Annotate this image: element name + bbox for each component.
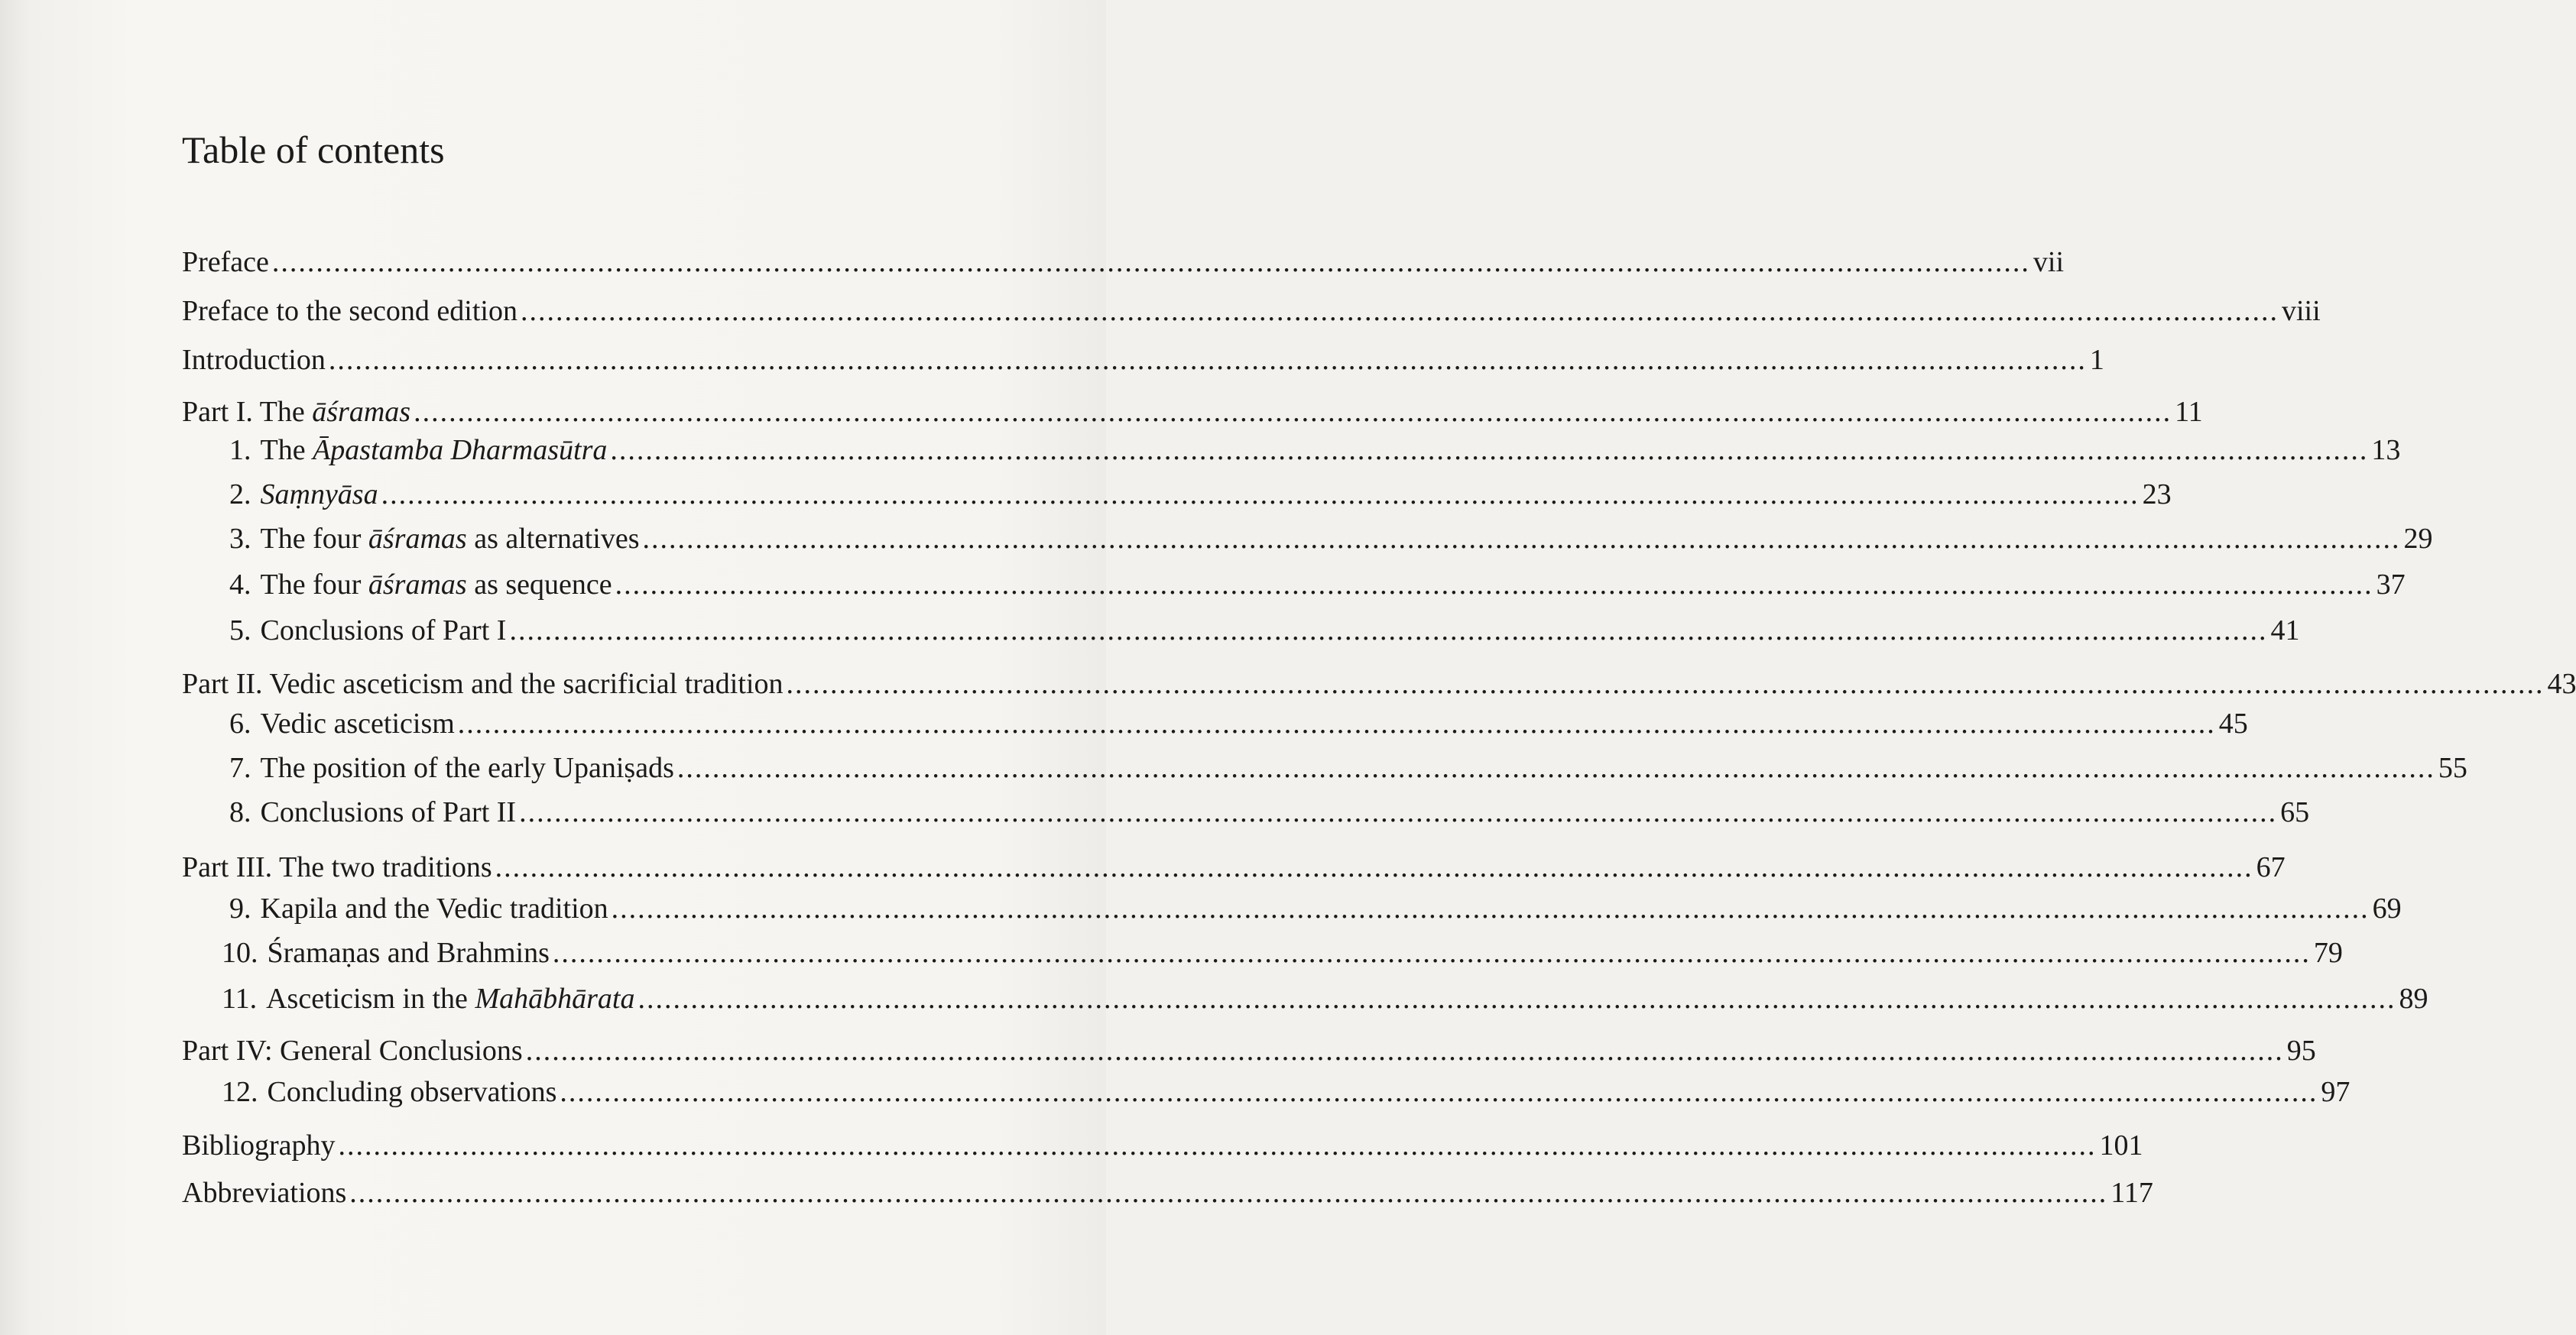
toc-entry-label xyxy=(229,475,378,514)
toc-entry-text: The xyxy=(260,434,313,466)
page-number: 43 xyxy=(2547,668,2576,700)
dot-leader: ........................................................................................................................................................................................................ xyxy=(519,796,2278,828)
toc-entry xyxy=(229,705,2248,743)
page-number: 89 xyxy=(2399,983,2428,1015)
page-number: 37 xyxy=(2376,569,2406,601)
dot-leader: ........................................................................................................................................................................................................ xyxy=(495,851,2253,883)
dot-leader: ........................................................................................................................................................................................................ xyxy=(271,246,2030,278)
toc-entry-text-after: as alternatives xyxy=(466,523,640,555)
toc-entry-text: Part III. The two traditions xyxy=(182,851,492,883)
dot-leader: ........................................................................................................................................................................................................ xyxy=(520,295,2279,327)
chapter-number: 4. xyxy=(229,569,251,601)
dot-leader: ........................................................................................................................................................................................................ xyxy=(381,478,2140,510)
dot-leader: ........................................................................................................................................................................................................ xyxy=(552,937,2311,969)
toc-entry-text: The position of the early Upaniṣads xyxy=(260,752,674,784)
chapter-number: 3. xyxy=(229,523,251,555)
toc-entry-label xyxy=(229,793,516,831)
page-title: Table of contents xyxy=(182,128,445,171)
dot-leader: ........................................................................................................................................................................................................ xyxy=(560,1076,2318,1108)
toc-entry-italic-text: āśramas xyxy=(312,396,411,428)
page-number: 23 xyxy=(2142,478,2172,510)
toc-entry xyxy=(182,848,2286,886)
dot-leader: ........................................................................................................................................................................................................ xyxy=(610,434,2369,466)
page-number: 79 xyxy=(2313,937,2343,969)
page-number: 117 xyxy=(2110,1177,2153,1209)
dot-leader: ........................................................................................................................................................................................................ xyxy=(786,668,2545,700)
toc-entry-italic-text: Mahābhārata xyxy=(475,983,635,1015)
toc-entry xyxy=(229,565,2406,604)
toc-entry xyxy=(182,292,2321,330)
page-number: 95 xyxy=(2286,1035,2316,1067)
toc-entry-label xyxy=(182,1174,346,1212)
page-number: 97 xyxy=(2321,1076,2351,1108)
toc-entry-text: The four xyxy=(260,523,368,555)
page-number: 11 xyxy=(2175,396,2203,428)
page-number: 55 xyxy=(2438,752,2467,784)
toc-entry xyxy=(229,431,2401,469)
toc-entry-text: Śramaṇas and Brahmins xyxy=(267,937,550,969)
chapter-number: 8. xyxy=(229,796,251,828)
dot-leader: ........................................................................................................................................................................................................ xyxy=(349,1177,2108,1209)
page-number: 69 xyxy=(2372,893,2402,925)
chapter-number: 1. xyxy=(229,434,251,466)
page-number: 67 xyxy=(2256,851,2286,883)
toc-entry xyxy=(229,611,2300,650)
toc-entry-label xyxy=(182,1126,336,1165)
dot-leader: ........................................................................................................................................................................................................ xyxy=(457,708,2216,740)
toc-entry xyxy=(222,1073,2351,1111)
toc-entry-text-after: as sequence xyxy=(466,569,612,601)
toc-entry-label xyxy=(222,934,550,972)
dot-leader: ........................................................................................................................................................................................................ xyxy=(338,1129,2097,1162)
toc-entry-label xyxy=(229,749,674,787)
toc-entry xyxy=(182,665,2576,703)
page-number: vii xyxy=(2033,246,2065,278)
toc-entry-text: Introduction xyxy=(182,344,326,376)
toc-entry xyxy=(229,793,2310,831)
toc-entry-label xyxy=(229,705,455,743)
chapter-number: 5. xyxy=(229,614,251,646)
toc-entry-text: Concluding observations xyxy=(267,1076,557,1108)
toc-entry-text: The four xyxy=(260,569,368,601)
chapter-number: 12. xyxy=(222,1076,258,1108)
toc-entry-label xyxy=(182,243,269,281)
page-number: 29 xyxy=(2403,523,2433,555)
toc-entry-text: Part I. The xyxy=(182,396,313,428)
toc-entry xyxy=(222,980,2428,1018)
page-number: 45 xyxy=(2218,708,2248,740)
chapter-number: 10. xyxy=(222,937,258,969)
toc-entry-label xyxy=(182,848,492,886)
toc-entry-italic-text: Āpastamba Dharmasūtra xyxy=(313,434,608,466)
chapter-number: 2. xyxy=(229,478,251,510)
toc-entry-label xyxy=(229,565,612,604)
toc-entry-label xyxy=(229,520,640,558)
toc-entry-text: Bibliography xyxy=(182,1129,336,1162)
toc-entry xyxy=(182,1174,2153,1212)
toc-entry-text: Conclusions of Part I xyxy=(260,614,507,646)
dot-leader: ........................................................................................................................................................................................................ xyxy=(328,344,2087,376)
page-number: 1 xyxy=(2089,344,2104,376)
chapter-number: 7. xyxy=(229,752,251,784)
toc-entry-label xyxy=(182,292,517,330)
page-number: 65 xyxy=(2280,796,2310,828)
toc-entry-text: Part II. Vedic asceticism and the sacrificial tradition xyxy=(182,668,784,700)
toc-entry xyxy=(229,520,2433,558)
toc-entry-text: Abbreviations xyxy=(182,1177,347,1209)
dot-leader: ........................................................................................................................................................................................................ xyxy=(638,983,2396,1015)
toc-entry-text: Kapila and the Vedic tradition xyxy=(260,893,608,925)
toc-entry xyxy=(229,889,2402,928)
chapter-number: 11. xyxy=(222,983,258,1015)
page-number: 41 xyxy=(2270,614,2300,646)
toc-entry-text: Asceticism in the xyxy=(266,983,475,1015)
toc-entry-label xyxy=(182,665,783,703)
dot-leader: ........................................................................................................................................................................................................ xyxy=(414,396,2172,428)
dot-leader: ........................................................................................................................................................................................................ xyxy=(525,1035,2284,1067)
toc-entry-label xyxy=(182,341,326,379)
toc-entry xyxy=(182,393,2203,431)
toc-entry xyxy=(229,749,2467,787)
toc-entry-label xyxy=(222,1073,556,1111)
toc-entry-italic-text: āśramas xyxy=(368,523,467,555)
toc-entry xyxy=(182,1126,2143,1165)
toc-entry-text: Part IV: General Conclusions xyxy=(182,1035,523,1067)
chapter-number: 9. xyxy=(229,893,251,925)
dot-leader: ........................................................................................................................................................................................................ xyxy=(509,614,2268,646)
dot-leader: ........................................................................................................................................................................................................ xyxy=(676,752,2435,784)
page-number: viii xyxy=(2281,295,2321,327)
toc-entry xyxy=(182,1032,2316,1070)
toc-entry xyxy=(222,934,2343,972)
toc-entry-text: Vedic asceticism xyxy=(260,708,455,740)
page-number: 101 xyxy=(2099,1129,2143,1162)
toc-entry-italic-text: āśramas xyxy=(368,569,467,601)
toc-entry-text: Conclusions of Part II xyxy=(260,796,517,828)
chapter-number: 6. xyxy=(229,708,251,740)
toc-entry-label xyxy=(222,980,634,1018)
toc-entry xyxy=(229,475,2172,514)
toc-entry-text: Preface xyxy=(182,246,269,278)
toc-entry-label xyxy=(182,1032,523,1070)
dot-leader: ........................................................................................................................................................................................................ xyxy=(615,569,2373,601)
toc-entry-label xyxy=(182,393,410,431)
toc-entry-label xyxy=(229,611,506,650)
toc-entry-label xyxy=(229,889,608,928)
toc-entry-label xyxy=(229,431,607,469)
dot-leader: ........................................................................................................................................................................................................ xyxy=(611,893,2370,925)
page-number: 13 xyxy=(2371,434,2401,466)
toc-entry-text: Preface to the second edition xyxy=(182,295,517,327)
dot-leader: ........................................................................................................................................................................................................ xyxy=(642,523,2401,555)
toc-entry xyxy=(182,341,2104,379)
toc-entry xyxy=(182,243,2065,281)
toc-entry-italic-text: Saṃnyāsa xyxy=(260,478,378,510)
